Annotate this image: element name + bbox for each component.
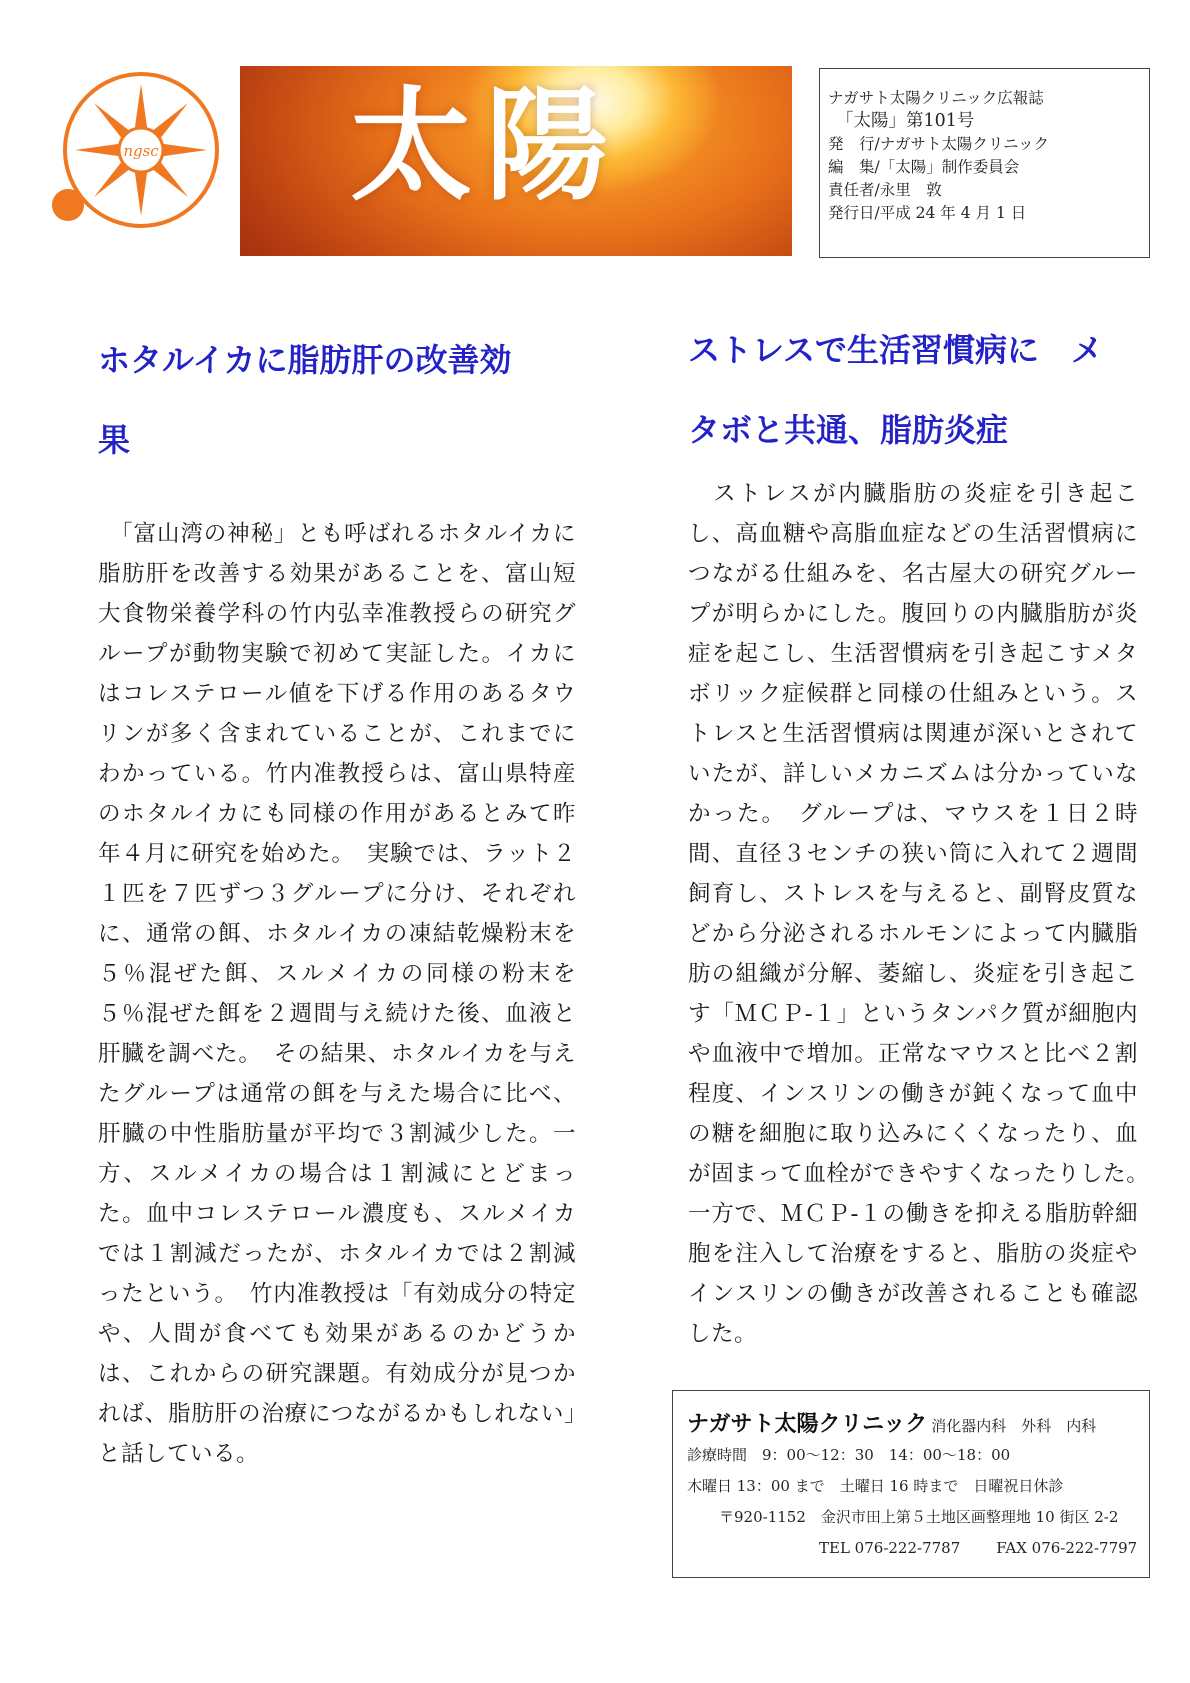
clinic-name: ナガサト太陽クリニック: [687, 1412, 928, 1437]
editor-line: 編 集/「太陽」制作委員会: [828, 158, 1020, 176]
right-title-line-2: タボと共通、脂肪炎症: [688, 411, 1009, 449]
sun-compass-icon: [44, 70, 230, 250]
publication-name: ナガサト太陽クリニック広報誌: [828, 89, 1044, 107]
left-title-line-2: 果: [98, 421, 131, 459]
clinic-closed-days: 木曜日 13：00 まで 土曜日 16 時まで 日曜祝日休診: [687, 1477, 1064, 1495]
clinic-hours: 診療時間 9：00～12：30 14：00～18：00: [687, 1446, 1011, 1464]
right-article-title: [688, 310, 1138, 470]
responsible-line: 責任者/永里 敦: [828, 181, 942, 199]
clinic-info-box: [672, 1390, 1150, 1578]
publication-info-box: [819, 68, 1150, 258]
clinic-logo: [44, 70, 230, 250]
left-article-body: 「富山湾の神秘」とも呼ばれるホタルイカに脂肪肝を改善する効果があることを、富山短大食物栄養学科の竹内弘幸准教授らの研究グループが動物実験で初めて実証した。イカにはコレステロール値を下げる作用のあるタウリンが多く含まれていることが、これまでにわかっている。竹内准教授らは、富山県特産のホタルイカにも同様の作用があるとみて昨年４月に研究を始めた。 実験では、ラット２１匹を７匹ずつ３グループに分け、それぞれに、通常の餌、ホタルイカの凍結乾燥粉末を５％混ぜた餌、スルメイカの同様の粉末を５％混ぜた餌を２週間与え続けた後、血液と肝臓を調べた。 その結果、ホタルイカを与えたグループは通常の餌を与えた場合に比べ、肝臓の中性脂肪量が平均で３割減少した。一方、スルメイカの場合は１割減にとどまった。血中コレステロール濃度も、スルメイカでは１割減だったが、ホタルイカでは２割減ったという。 竹内准教授は「有効成分の特定や、人間が食べても効果があるのかどうかは、これからの研究課題。有効成分が見つかれば、脂肪肝の治療につながるかもしれない」と話している。: [98, 521, 576, 1467]
clinic-tel: TEL 076-222-7787: [819, 1539, 961, 1557]
issue-date: 発行日/平成 24 年 4 月 1 日: [828, 204, 1027, 222]
left-article-title: [98, 320, 578, 480]
header-banner: [240, 66, 792, 256]
publisher-line: 発 行/ナガサト太陽クリニック: [828, 135, 1049, 153]
banner-title: 太陽: [350, 73, 622, 217]
clinic-address: 〒920-1152 金沢市田上第５土地区画整理地 10 街区 2-2: [719, 1508, 1119, 1526]
right-article-body: ストレスが内臓脂肪の炎症を引き起こし、高血糖や高脂血症などの生活習慣病につながる仕組みを、名古屋大の研究グループが明らかにした。腹回りの内臓脂肪が炎症を起こし、生活習慣病を引き起こすメタボリック症候群と同様の仕組みという。ストレスと生活習慣病は関連が深いとされていたが、詳しいメカニズムは分かっていなかった。 グループは、マウスを１日２時間、直径３センチの狭い筒に入れて２週間飼育し、ストレスを与えると、副腎皮質などから分泌されるホルモンによって内臓脂肪の組織が分解、萎縮し、炎症を引き起こす「ＭＣＰ-１」というタンパク質が細胞内や血液中で増加。正常なマウスと比べ２割程度、インスリンの働きが鈍くなって血中の糖を細胞に取り込みにくくなったり、血が固まって血栓ができやすくなったりした。 一方で、ＭＣＰ-１の働きを抑える脂肪幹細胞を注入して治療をすると、脂肪の炎症やインスリンの働きが改善されることも確認した。: [688, 481, 1162, 1347]
logo-text: ngsc: [123, 142, 159, 160]
clinic-fax: FAX 076-222-7797: [996, 1539, 1138, 1557]
clinic-departments: 消化器内科 外科 内科: [931, 1417, 1097, 1435]
issue-number: 「太陽」第101号: [836, 111, 975, 131]
right-title-line-1: ストレスで生活習慣病に メ: [688, 331, 1104, 369]
left-title-line-1: ホタルイカに脂肪肝の改善効: [98, 341, 512, 379]
